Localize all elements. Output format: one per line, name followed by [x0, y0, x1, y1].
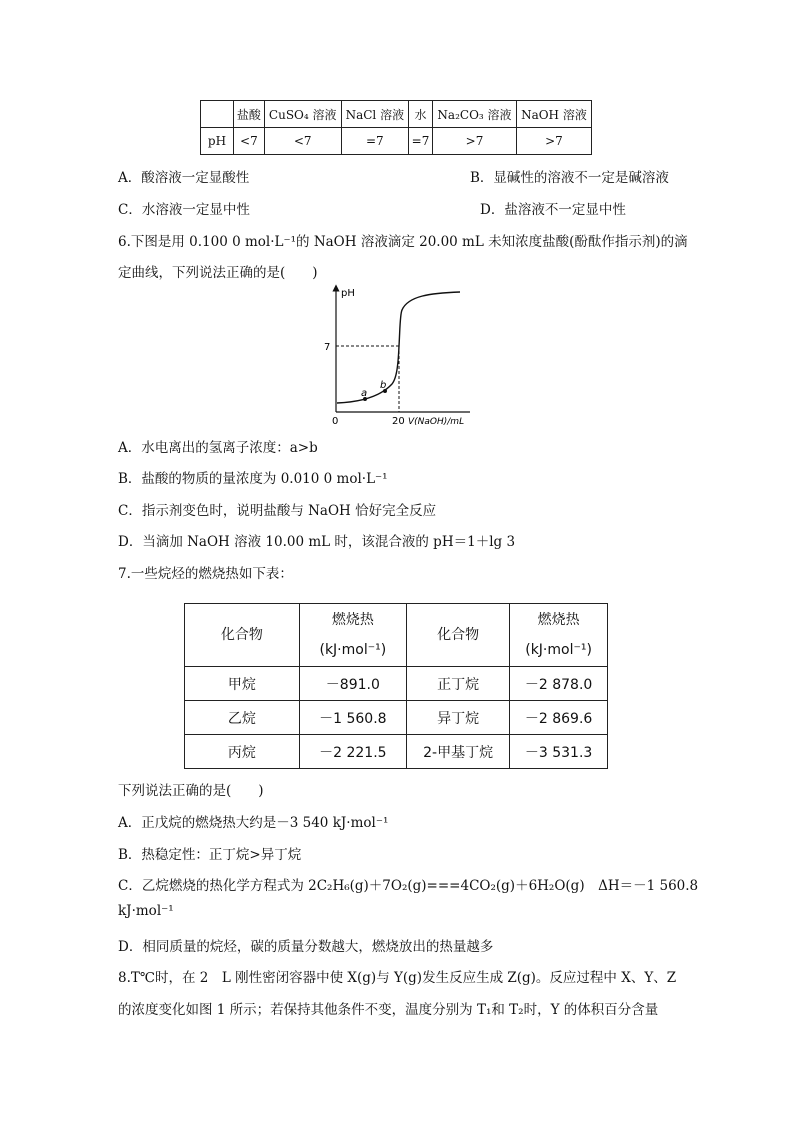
- ph-table-cell: =7: [341, 128, 408, 155]
- q5-option-b: B．显碱性的溶液不一定是碱溶液: [470, 170, 669, 186]
- table-cell: 异丁烷: [407, 701, 510, 735]
- titration-curve-figure: [320, 284, 480, 432]
- ph-table-cell: CuSO₄ 溶液: [264, 101, 341, 128]
- table-cell: －891.0: [299, 667, 406, 701]
- q7-question: 下列说法正确的是( ): [118, 783, 264, 799]
- table-cell: 甲烷: [185, 667, 300, 701]
- header-heat-1-line2: (kJ·mol⁻¹): [319, 642, 387, 658]
- header-compound-2: 化合物: [407, 604, 510, 667]
- header-heat-1: [299, 604, 406, 667]
- header-compound-1: 化合物: [185, 604, 300, 667]
- table-cell: －2 878.0: [510, 667, 608, 701]
- q7-option-a: A．正戊烷的燃烧热大约是－3 540 kJ·mol⁻¹: [118, 815, 389, 831]
- header-heat-2: [510, 604, 608, 667]
- table-cell: 正丁烷: [407, 667, 510, 701]
- table-cell: －2 869.6: [510, 701, 608, 735]
- table-cell: 丙烷: [185, 735, 300, 769]
- q7-option-b: B．热稳定性：正丁烷>异丁烷: [118, 847, 302, 863]
- x-axis-label: V(NaOH)/mL: [408, 417, 465, 427]
- q8-line2: 的浓度变化如图 1 所示；若保持其他条件不变，温度分别为 T₁和 T₂时，Y 的体积百分含量: [118, 1002, 659, 1018]
- header-heat-2-line1: 燃烧热: [537, 612, 580, 628]
- ph-table-cell: [201, 101, 234, 128]
- q5-option-d: D．盐溶液不一定显中性: [480, 202, 626, 218]
- q7-stem: 7.一些烷烃的燃烧热如下表：: [118, 566, 293, 582]
- q7-option-c-line1: C．乙烷燃烧的热化学方程式为 2C₂H₆(g)＋7O₂(g)===4CO₂(g)＋6H₂O(g) ΔH＝－1 560.8: [118, 878, 699, 894]
- ph-table-cell: pH: [201, 128, 234, 155]
- table-cell: －3 531.3: [510, 735, 608, 769]
- q6-option-b: B．盐酸的物质的量浓度为 0.010 0 mol·L⁻¹: [118, 471, 388, 487]
- q6-option-a: A．水电离出的氢离子浓度：a>b: [118, 440, 318, 456]
- q6-option-c: C．指示剂变色时，说明盐酸与 NaOH 恰好完全反应: [118, 503, 437, 519]
- ph-table-header-row: [201, 101, 592, 128]
- q5-option-c: C．水溶液一定显中性: [118, 202, 250, 218]
- ph-table: [200, 100, 592, 155]
- ph-table-cell: <7: [264, 128, 341, 155]
- point-a-label: a: [361, 388, 368, 399]
- ph-table-cell: NaCl 溶液: [341, 101, 408, 128]
- q6-stem-line1: 6.下图是用 0.100 0 mol·L⁻¹的 NaOH 溶液滴定 20.00 mL 未知浓度盐酸(酚酞作指示剂)的滴: [118, 234, 688, 250]
- point-b-label: b: [380, 380, 387, 391]
- ph-table-cell: >7: [516, 128, 591, 155]
- table-cell: －2 221.5: [299, 735, 406, 769]
- ph-table-cell: <7: [234, 128, 265, 155]
- y-axis-label: pH: [341, 288, 355, 299]
- ph-table-cell: >7: [433, 128, 517, 155]
- header-heat-2-line2: (kJ·mol⁻¹): [525, 642, 592, 658]
- combustion-heat-table: [184, 603, 608, 769]
- table-row: [185, 667, 608, 701]
- header-heat-1-line1: 燃烧热: [331, 612, 374, 628]
- q5-option-a: A．酸溶液一定显酸性: [118, 170, 250, 186]
- q7-option-c-line2: kJ·mol⁻¹: [118, 903, 174, 919]
- x-tick-20: 20: [392, 416, 405, 427]
- ph-table-cell: =7: [409, 128, 433, 155]
- ph-table-cell: NaOH 溶液: [516, 101, 591, 128]
- q8-line1: 8.T℃时，在 2 L 刚性密闭容器中使 X(g)与 Y(g)发生反应生成 Z(g)。反应过程中 X、Y、Z: [118, 970, 677, 986]
- table-row: [185, 735, 608, 769]
- ph-table-cell: 水: [409, 101, 433, 128]
- q6-option-d: D．当滴加 NaOH 溶液 10.00 mL 时，该混合液的 pH＝1＋lg 3: [118, 534, 516, 550]
- table-row: [185, 701, 608, 735]
- ph-table-cell: Na₂CO₃ 溶液: [433, 101, 517, 128]
- table-cell: －1 560.8: [299, 701, 406, 735]
- ph-table-value-row: [201, 128, 592, 155]
- q7-option-d: D．相同质量的烷烃，碳的质量分数越大，燃烧放出的热量越多: [118, 939, 494, 955]
- y-tick-7: 7: [324, 342, 331, 353]
- q6-stem-line2: 定曲线，下列说法正确的是( ): [118, 265, 318, 281]
- ph-table-cell: 盐酸: [234, 101, 265, 128]
- x-origin-label: 0: [332, 416, 339, 427]
- combustion-table-header-row: [185, 604, 608, 667]
- table-cell: 2-甲基丁烷: [407, 735, 510, 769]
- table-cell: 乙烷: [185, 701, 300, 735]
